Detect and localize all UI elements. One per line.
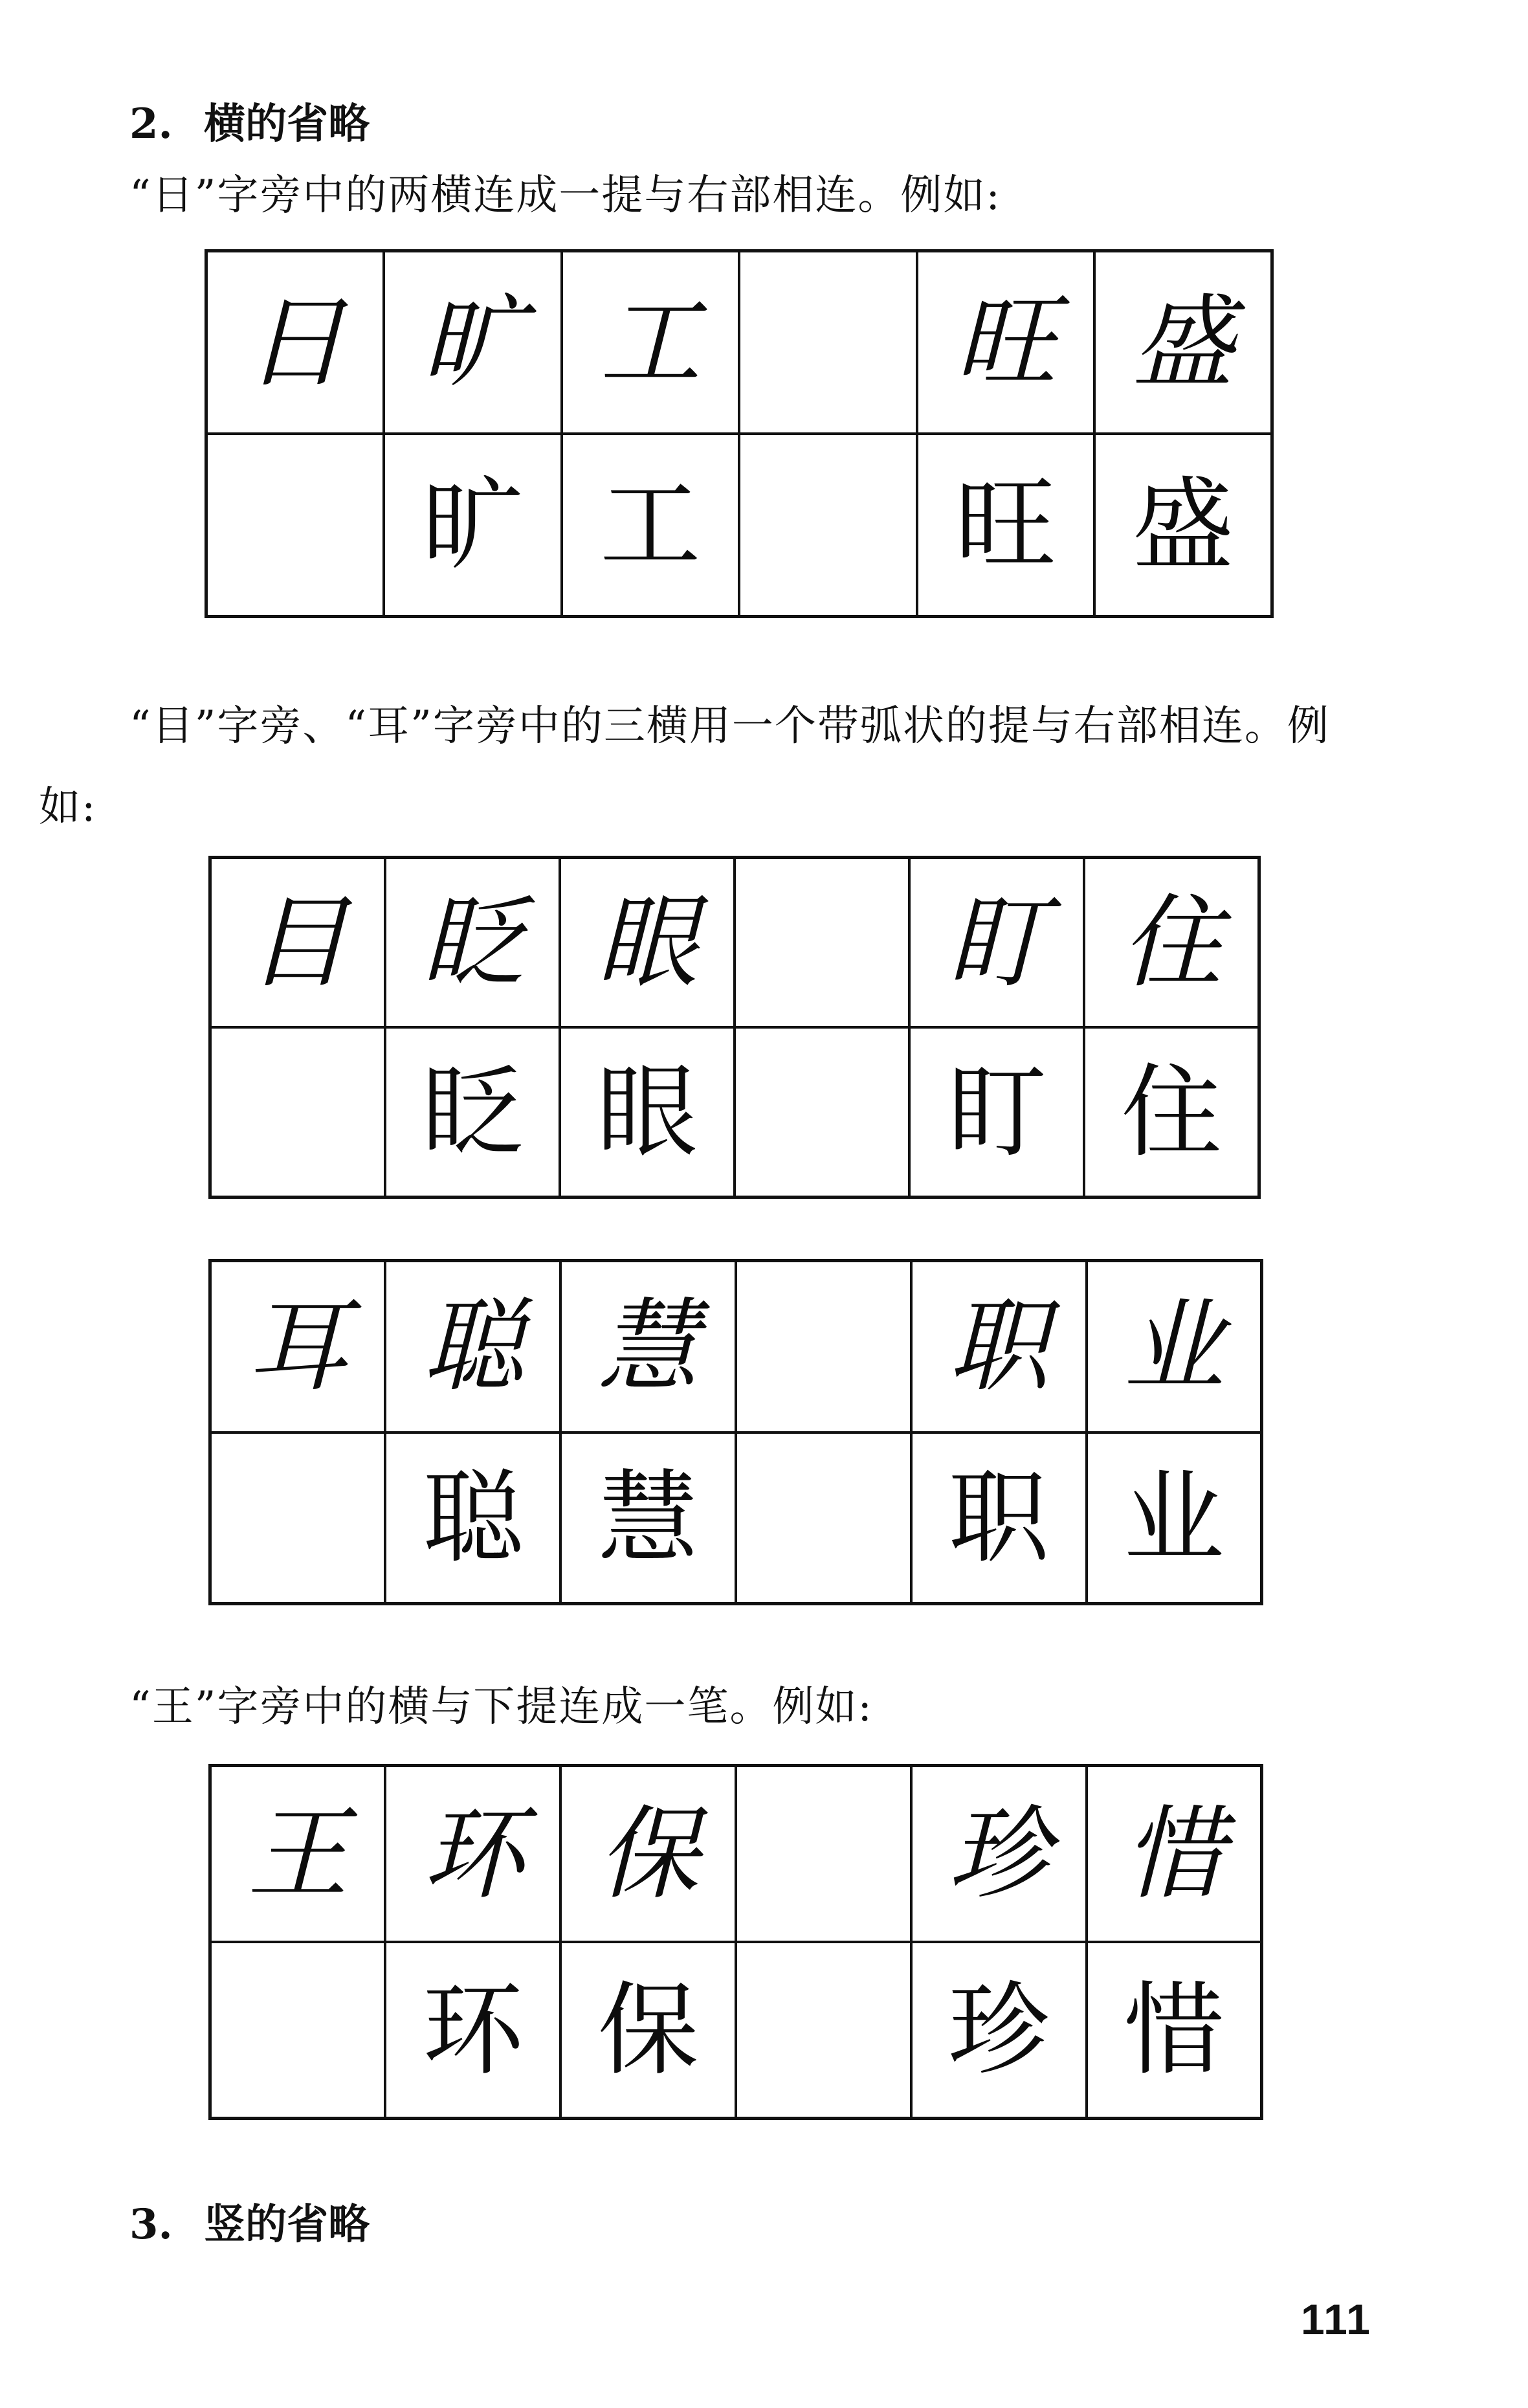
table-cell: 职 bbox=[911, 1433, 1087, 1604]
table-cell bbox=[736, 1766, 911, 1943]
table-cell: 旷 bbox=[384, 434, 562, 617]
table-cell: 目 bbox=[210, 858, 385, 1028]
table-cell: 住 bbox=[1084, 858, 1259, 1028]
table-row bbox=[210, 1766, 1262, 1943]
table-cell: 眼 bbox=[560, 858, 735, 1028]
table-cell bbox=[206, 434, 384, 617]
table-cell: 业 bbox=[1087, 1433, 1262, 1604]
table-cell: 珍 bbox=[911, 1766, 1087, 1943]
example-table-wang bbox=[208, 1764, 1263, 2120]
table-cell bbox=[736, 1261, 911, 1433]
table-cell: 旷 bbox=[384, 251, 562, 434]
table-cell: 慧 bbox=[560, 1261, 736, 1433]
paragraph-mu-er-line-2: 如: bbox=[39, 783, 97, 831]
table-cell: 环 bbox=[385, 1766, 560, 1943]
table-cell: 惜 bbox=[1087, 1942, 1262, 2119]
section-3-heading bbox=[129, 2191, 370, 2251]
table-cell: 住 bbox=[1084, 1027, 1259, 1198]
table-cell: 聪 bbox=[385, 1433, 560, 1604]
table-cell: 王 bbox=[210, 1766, 386, 1943]
table-cell bbox=[735, 858, 909, 1028]
example-table-ri bbox=[205, 249, 1274, 618]
table-cell: 惜 bbox=[1087, 1766, 1262, 1943]
table-cell bbox=[735, 1027, 909, 1198]
table-cell: 盯 bbox=[909, 1027, 1084, 1198]
table-cell bbox=[210, 1027, 385, 1198]
table-cell: 盛 bbox=[1094, 434, 1272, 617]
table-cell: 旺 bbox=[917, 251, 1095, 434]
table-cell bbox=[736, 1433, 911, 1604]
table-cell: 职 bbox=[911, 1261, 1087, 1433]
table-cell: 工 bbox=[562, 434, 740, 617]
table-cell: 眨 bbox=[385, 1027, 560, 1198]
table-cell bbox=[210, 1942, 386, 2119]
paragraph-wang: “王”字旁中的横与下提连成一笔。例如: bbox=[129, 1683, 873, 1731]
example-table-er bbox=[208, 1259, 1263, 1605]
table-cell bbox=[739, 434, 917, 617]
section-2-number: 2. bbox=[129, 100, 173, 148]
table-cell: 保 bbox=[560, 1766, 736, 1943]
table-cell: 保 bbox=[560, 1942, 736, 2119]
table-cell: 盛 bbox=[1094, 251, 1272, 434]
table-row bbox=[210, 1433, 1262, 1604]
page-number: 111 bbox=[1301, 2295, 1371, 2343]
section-2-intro: “日”字旁中的两横连成一提与右部相连。例如: bbox=[129, 172, 1001, 219]
table-cell: 耳 bbox=[210, 1261, 386, 1433]
paragraph-mu-er-line-1: “目”字旁、“耳”字旁中的三横用一个带弧状的提与右部相连。例 bbox=[129, 702, 1330, 750]
example-table-mu bbox=[208, 856, 1261, 1199]
section-3-title: 竖的省略 bbox=[204, 2200, 370, 2249]
table-cell: 旺 bbox=[917, 434, 1095, 617]
table-cell: 聪 bbox=[385, 1261, 560, 1433]
table-row bbox=[210, 1942, 1262, 2119]
table-cell: 珍 bbox=[911, 1942, 1087, 2119]
table-row bbox=[206, 434, 1272, 617]
table-cell: 慧 bbox=[560, 1433, 736, 1604]
table-cell: 眨 bbox=[385, 858, 560, 1028]
table-row bbox=[210, 1261, 1262, 1433]
table-row bbox=[210, 1027, 1259, 1198]
table-row bbox=[206, 251, 1272, 434]
table-cell bbox=[739, 251, 917, 434]
table-cell: 业 bbox=[1087, 1261, 1262, 1433]
table-cell: 日 bbox=[206, 251, 384, 434]
table-cell: 眼 bbox=[560, 1027, 735, 1198]
table-cell bbox=[736, 1942, 911, 2119]
table-cell: 环 bbox=[385, 1942, 560, 2119]
table-cell: 盯 bbox=[909, 858, 1084, 1028]
table-cell: 工 bbox=[562, 251, 740, 434]
table-cell bbox=[210, 1433, 386, 1604]
section-3-number: 3. bbox=[129, 2200, 173, 2249]
table-row bbox=[210, 858, 1259, 1028]
section-2-title: 横的省略 bbox=[204, 100, 370, 148]
section-2-heading bbox=[129, 91, 370, 150]
